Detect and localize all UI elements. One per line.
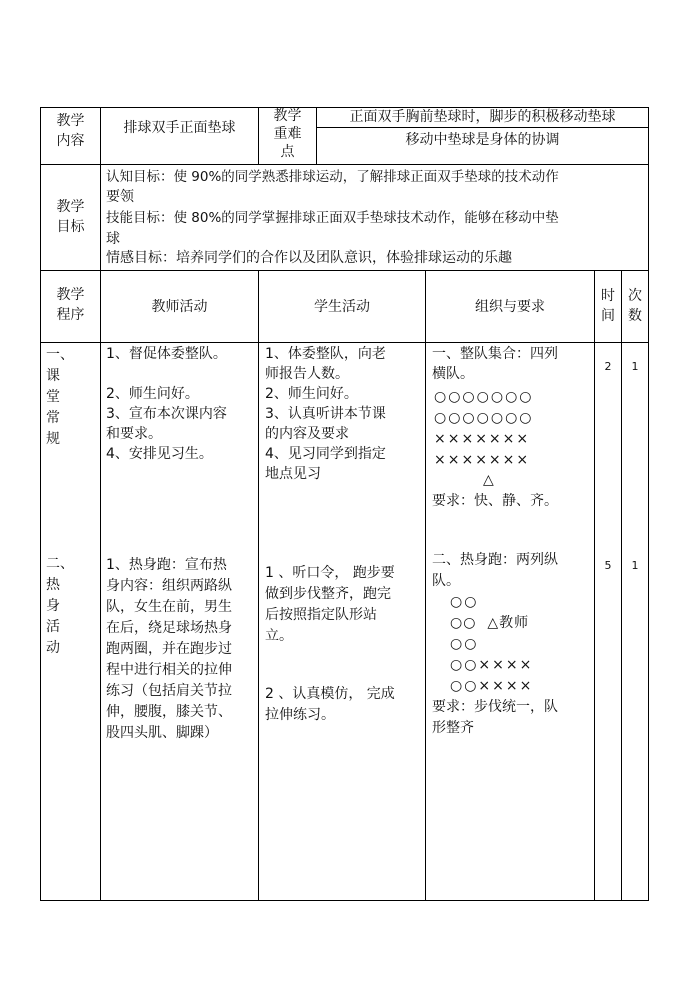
section2-time: 5 bbox=[604, 559, 612, 572]
formation-row: ××××××× bbox=[434, 452, 531, 468]
section2-org-title: 二、热身跑：两列纵 队。 bbox=[432, 552, 558, 589]
section1-time: 2 bbox=[604, 360, 612, 373]
key-points-label: 教学 重难 点 bbox=[273, 108, 302, 160]
table-border bbox=[40, 900, 649, 901]
table-border bbox=[100, 164, 101, 270]
goal-line: 球 bbox=[106, 231, 120, 247]
section2-student-1: 1 、听口令， 跑步要 做到步伐整齐，跑完 后按照指定队形站 立。 bbox=[265, 565, 395, 644]
section1-program: 一、 课 堂 常 规 bbox=[46, 347, 74, 447]
section1-org-requirement: 要求：快、静、齐。 bbox=[432, 493, 558, 509]
formation-row: ○○○○○○○ bbox=[434, 410, 534, 426]
column-time: 时 间 bbox=[601, 288, 615, 324]
formation-row: ○○ bbox=[450, 594, 479, 610]
table-border bbox=[425, 270, 426, 901]
goal-line: 情感目标：培养同学们的合作以及团队意识，体验排球运动的乐趣 bbox=[106, 250, 512, 266]
goal-line: 认知目标：使 90%的同学熟悉排球运动，了解排球正面双手垫球的技术动作 bbox=[106, 169, 559, 185]
formation-row: ○○×××× bbox=[450, 678, 534, 694]
section2-org-requirement: 要求：步伐统一，队 形整齐 bbox=[432, 699, 558, 736]
key-point-1: 正面双手胸前垫球时，脚步的积极移动垫球 bbox=[349, 109, 616, 125]
key-point-2: 移动中垫球是身体的协调 bbox=[405, 132, 560, 148]
formation-row: ○○ bbox=[450, 636, 479, 652]
section2-program: 二、 热 身 活 动 bbox=[46, 556, 74, 656]
formation-row: ××××××× bbox=[434, 431, 531, 447]
table-border bbox=[100, 270, 101, 901]
section2-student-2: 2 、认真模仿， 完成 拉伸练习。 bbox=[265, 686, 395, 723]
table-border bbox=[40, 270, 649, 271]
section1-teacher: 1、督促体委整队。 2、师生问好。 3、宣布本次课内容 和要求。 4、安排见习生。 bbox=[106, 346, 227, 462]
content-value: 排球双手正面垫球 bbox=[123, 120, 236, 136]
table-border bbox=[258, 270, 259, 901]
goal-line: 要领 bbox=[106, 189, 134, 205]
formation-row: ○○×××× bbox=[450, 657, 534, 673]
goal-line: 技能目标：使 80%的同学掌握排球正面双手垫球技术动作，能够在移动中垫 bbox=[106, 210, 559, 226]
formation-row: ○○ △教师 bbox=[450, 615, 530, 631]
section2-teacher: 1、热身跑：宣布热 身内容：组织两路纵 队，女生在前，男生 在后，绕足球场热身 跑两圈，并在跑步过 程中进行相关的拉伸 练习（包括肩关节拉 伸，腰腹，膝关节、 股四头肌、脚踝） bbox=[106, 557, 232, 741]
section1-count: 1 bbox=[631, 360, 639, 373]
table-border bbox=[316, 127, 649, 128]
table-border bbox=[40, 164, 649, 165]
column-count: 次 数 bbox=[628, 288, 642, 324]
section2-count: 1 bbox=[631, 559, 639, 572]
section1-org-title: 一、整队集合：四列 横队。 bbox=[432, 346, 558, 382]
formation-row: ○○○○○○○ bbox=[434, 389, 534, 405]
column-program: 教学 程序 bbox=[56, 287, 85, 323]
column-organization: 组织与要求 bbox=[475, 299, 545, 315]
table-border bbox=[648, 107, 649, 901]
column-student: 学生活动 bbox=[314, 299, 370, 315]
section1-student: 1、体委整队，向老 师报告人数。 2、师生问好。 3、认真听讲本节课 的内容及要求 4、见习同学到指定 地点见习 bbox=[265, 346, 386, 482]
table-border bbox=[40, 342, 649, 343]
content-label: 教学 内容 bbox=[56, 113, 85, 149]
column-teacher: 教师活动 bbox=[151, 299, 208, 315]
teacher-marker: △ bbox=[483, 472, 494, 488]
goals-label: 教学 目标 bbox=[56, 199, 85, 235]
